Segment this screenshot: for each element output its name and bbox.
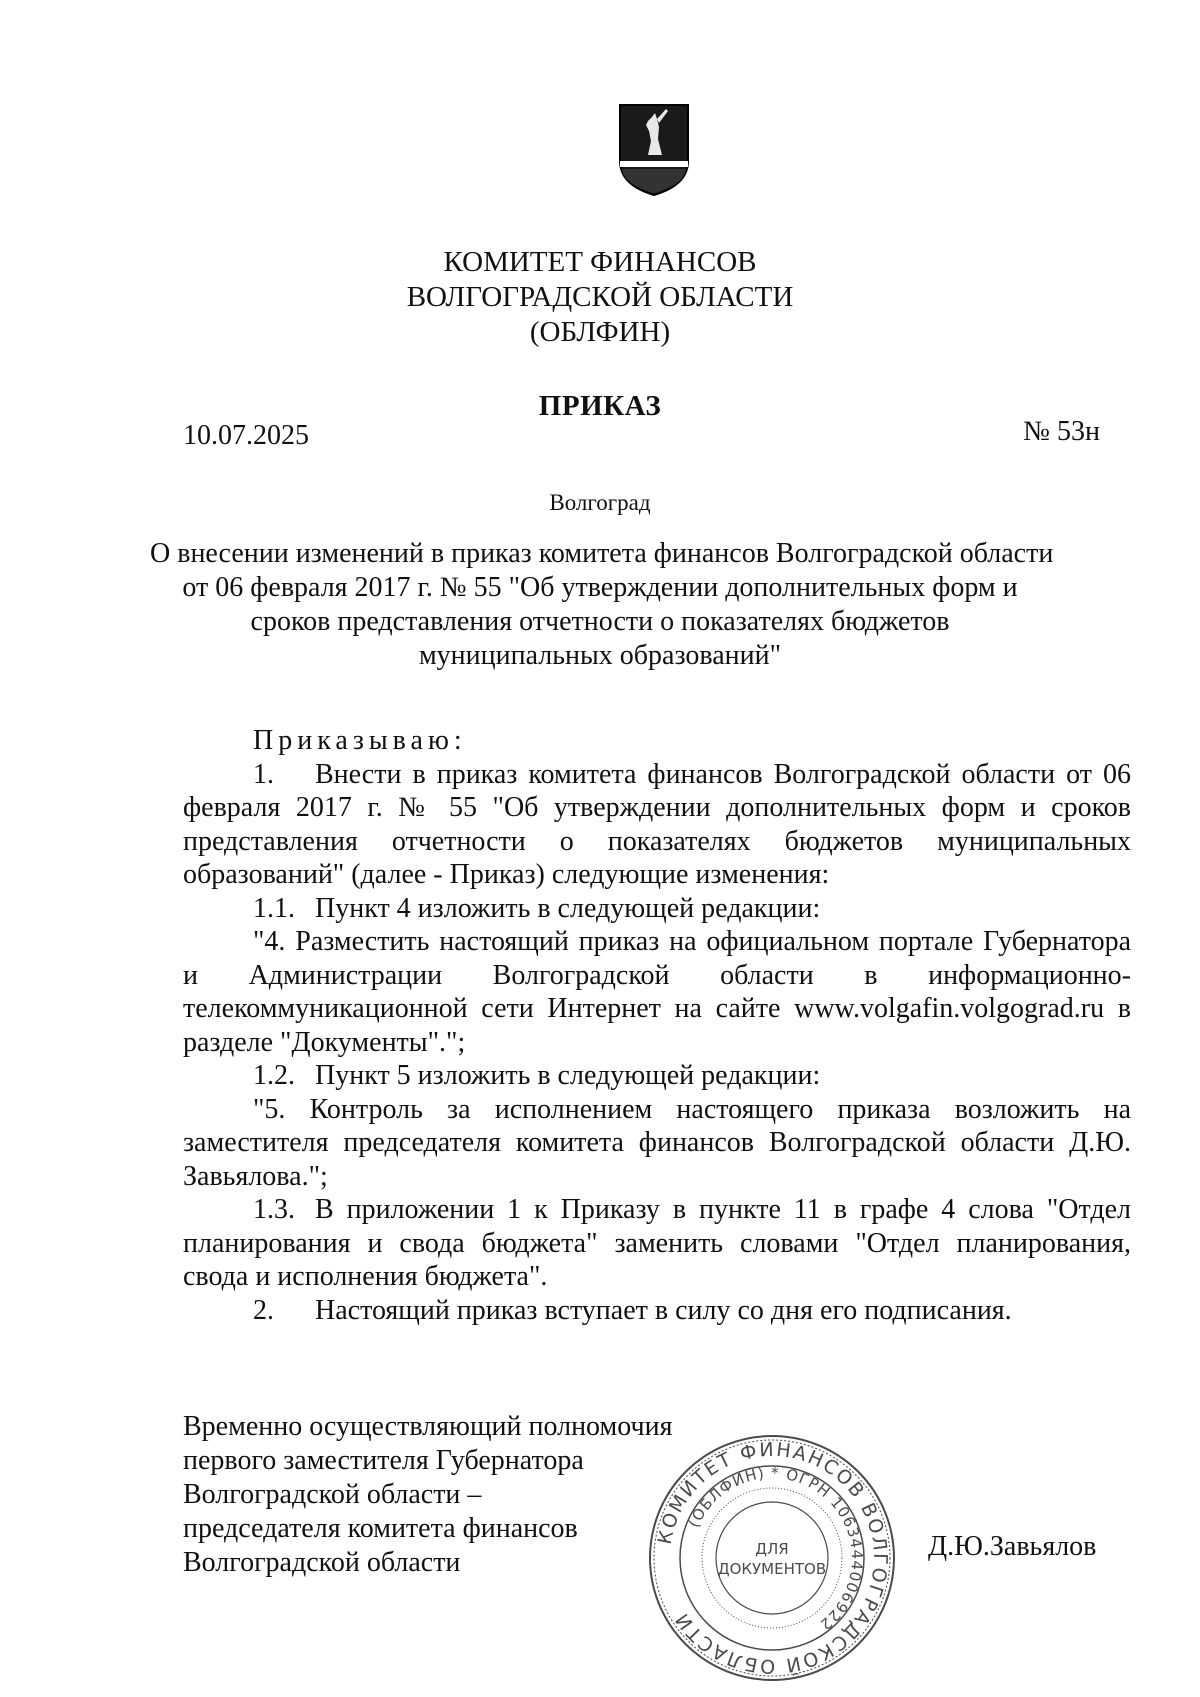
document-date: 10.07.2025 (183, 420, 309, 451)
paragraph-item-1-1 (183, 892, 1131, 926)
position-line: Временно осуществляющий полномочия (183, 1411, 673, 1442)
subject-line: сроков представления отчетности о показателях бюджетов (250, 606, 950, 637)
subject-line: О внесении изменений в приказ комитета финансов Волгоградской области (150, 538, 1054, 569)
stamp-outer-text: КОМИТЕТ ФИНАНСОВ ВОЛГОГРАДСКОЙ ОБЛАСТИ (653, 1438, 892, 1678)
paragraph-item-1 (183, 758, 1131, 892)
item-text: Настоящий приказ вступает в силу со дня его подписания. (315, 1294, 1012, 1326)
document-number: № 53н (1023, 416, 1100, 447)
document-city: Волгоград (549, 490, 651, 515)
organization-header (300, 245, 900, 350)
item-number: 1.3. (253, 1194, 295, 1225)
position-line: первого заместителя Губернатора (183, 1445, 584, 1476)
subject-line: от 06 февраля 2017 г. № 55 "Об утверждении дополнительных форм и (182, 572, 1018, 603)
item-number: 1.2. (253, 1060, 295, 1091)
coat-of-arms-emblem (618, 103, 690, 197)
item-text: В приложении 1 к Приказу в пункте 11 в графе 4 слова "Отдел планирования и свода бюджета" заменить словами "Отдел планирования, свода и исполнения бюджета". (183, 1194, 1131, 1292)
item-number: 1.1. (253, 892, 295, 924)
quote-item-4: "4. Разместить настоящий приказ на официальном портале Губернатора и Администрации Волгоградской области в информационно-телекоммуникационной сети Интернет на сайте www.volgafin.volgograd.ru в разделе "Документы"."; (183, 926, 1131, 1058)
order-word: Приказываю: (253, 725, 467, 756)
stamp-center-line1: ДЛЯ (755, 1540, 789, 1558)
position-line: председателя комитета финансов (183, 1513, 578, 1544)
position-line: Волгоградской области – (183, 1479, 482, 1510)
signatory-position (183, 1410, 672, 1580)
document-type-title: ПРИКАЗ (538, 390, 662, 422)
position-line: Волгоградской области (183, 1547, 461, 1578)
paragraph-item-1-2 (183, 1059, 1131, 1093)
item-number: 2. (253, 1294, 274, 1326)
org-name-line2: ВОЛГОГРАДСКОЙ ОБЛАСТИ (406, 281, 794, 313)
org-name-line3: (ОБЛФИН) (529, 316, 671, 348)
item-number: 1. (253, 758, 274, 790)
item-text: Пункт 5 изложить в следующей редакции: (315, 1060, 821, 1091)
item-text: Пункт 4 изложить в следующей редакции: (315, 892, 821, 924)
document-subject (150, 537, 1054, 673)
signatory-name: Д.Ю.Завьялов (928, 1531, 1097, 1562)
official-stamp (646, 1432, 898, 1684)
item-text: Внести в приказ комитета финансов Волгоградской области от 06 февраля 2017 г. № 55 "Об утверждении дополнительных форм и сроков представления отчетности о показателях бюджетов муниципальных образований" (далее - Приказ) следующие изменения: (183, 758, 1131, 890)
document-body (183, 724, 1131, 1327)
subject-line: муниципальных образований" (418, 640, 782, 671)
stamp-inner-text: (ОБЛФИН) * ОГРН 1063444006922 (684, 1463, 867, 1635)
paragraph-item-1-3 (183, 1193, 1131, 1294)
stamp-center-line2: ДОКУМЕНТОВ (717, 1560, 827, 1578)
org-name-line1: КОМИТЕТ ФИНАНСОВ (443, 246, 757, 278)
paragraph-item-2 (183, 1294, 1131, 1328)
quote-item-5: "5. Контроль за исполнением настоящего приказа возложить на заместителя председателя комитета финансов Волгоградской области Д.Ю. Завьялова."; (183, 1093, 1131, 1192)
